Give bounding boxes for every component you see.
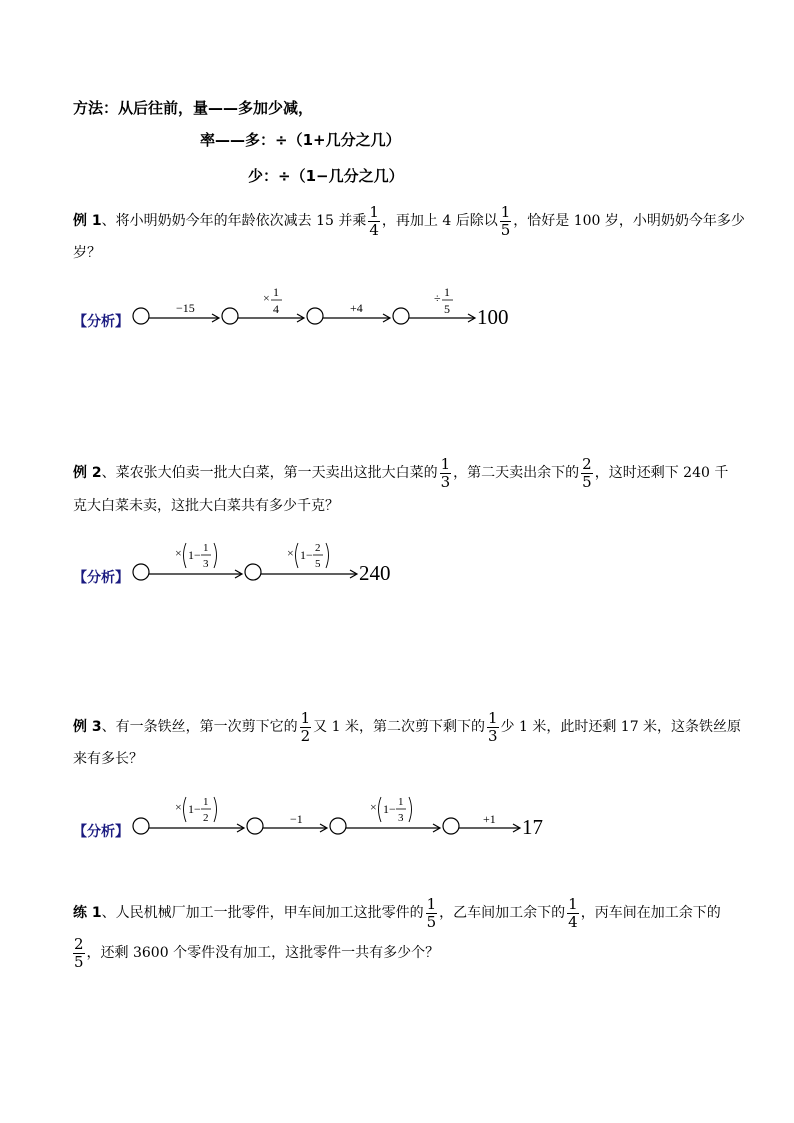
op-one-minus: 1− [300, 548, 313, 562]
op-plus-1: +1 [483, 812, 496, 826]
flow-result-3: 17 [522, 815, 543, 839]
flow-node [307, 308, 323, 324]
op-frac-num: 1 [203, 796, 209, 808]
op-frac-den: 2 [203, 812, 209, 824]
op-frac-den: 3 [398, 812, 404, 824]
method-line-1: 方法：从后往前，量——多加少减， [73, 99, 314, 117]
flow-node [133, 564, 149, 580]
practice-1-label: 练 1 [73, 905, 102, 921]
fraction: $\frac{2}{5}$ [74, 934, 84, 971]
op-one-minus: 1− [383, 802, 396, 816]
analysis-label-2: 【分析】 [73, 570, 129, 586]
example-3-line-2: 来有多长？ [73, 751, 143, 767]
op-minus-1: −1 [290, 812, 303, 826]
example-1-label: 例 1 [73, 213, 102, 229]
op-times: × [175, 800, 182, 814]
op-frac-num: 1 [203, 542, 209, 554]
op-frac-den: 3 [203, 558, 209, 570]
fraction: $\frac{1}{2}$ [300, 708, 311, 745]
flow-node [222, 308, 238, 324]
flow-node [443, 818, 459, 834]
op-frac-den: 5 [444, 302, 450, 316]
flow-1-nodes [133, 308, 409, 324]
op-one-minus: 1− [188, 802, 201, 816]
op-frac-num: 2 [315, 542, 321, 554]
example-1-line-2: 岁？ [73, 245, 101, 261]
op-times: × [370, 800, 377, 814]
flow-result-1: 100 [477, 305, 509, 329]
fraction: $\frac{2}{5}$ [582, 454, 592, 491]
op-frac-den: 4 [273, 302, 279, 316]
fraction: $\frac{1}{5}$ [426, 894, 437, 931]
op-times: × [287, 546, 294, 560]
example-2-line-2: 克大白菜未卖，这批大白菜共有多少千克？ [73, 498, 339, 514]
method-line-3: 少：÷（1−几分之几） [248, 167, 404, 185]
op-frac-num: 1 [444, 285, 450, 299]
example-1-text: 例 1、将小明奶奶今年的年龄依次减去 15 并乘 $\frac{1}{4}$ ，再加上 4 后除以 $\frac{1}{5}$ ，恰好是 100 岁，小明奶奶今年多少 [73, 202, 745, 239]
op-frac-num: 1 [273, 285, 279, 299]
method-line-2: 率——多：÷（1+几分之几） [200, 131, 401, 149]
flow-node [245, 564, 261, 580]
flow-result-2: 240 [359, 561, 391, 585]
op-minus-15: −15 [176, 301, 195, 315]
flow-node [133, 308, 149, 324]
flow-1-arrows [149, 314, 475, 322]
example-2-text: 例 2、菜农张大伯卖一批大白菜，第一天卖出这批大白菜的 $\frac{1}{3}$ ，第二天卖出余下的 $\frac{2}{5}$ ，这时还剩下 240 千 [73, 454, 729, 491]
op-one-minus: 1− [188, 548, 201, 562]
flow-node [330, 818, 346, 834]
op-frac-num: 1 [398, 796, 404, 808]
example-2-label: 例 2 [73, 465, 102, 481]
op-divide: ÷ [434, 291, 441, 305]
fraction: $\frac{1}{3}$ [487, 708, 498, 745]
practice-1-text: 练 1、人民机械厂加工一批零件，甲车间加工这批零件的 $\frac{1}{5}$ ，乙车间加工余下的 $\frac{1}{4}$ ，丙车间在加工余下的 [73, 894, 721, 931]
flow-node [247, 818, 263, 834]
analysis-label-3: 【分析】 [73, 824, 129, 840]
op-plus-4: +4 [350, 301, 363, 315]
flow-node [133, 818, 149, 834]
practice-1-line-2: $\frac{2}{5}$ ，还剩 3600 个零件没有加工，这批零件一共有多少个？ [74, 934, 440, 971]
op-times: × [263, 291, 270, 305]
fraction: $\frac{1}{5}$ [500, 202, 511, 239]
fraction: $\frac{1}{4}$ [568, 894, 578, 931]
op-frac-den: 5 [315, 558, 321, 570]
example-3-label: 例 3 [73, 719, 102, 735]
fraction: $\frac{1}{3}$ [440, 454, 451, 491]
flow-node [393, 308, 409, 324]
op-times: × [175, 546, 182, 560]
fraction: $\frac{1}{4}$ [369, 202, 379, 239]
example-3-text: 例 3、有一条铁丝，第一次剪下它的 $\frac{1}{2}$ 又 1 米，第二次剪下剩下的 $\frac{1}{3}$ 少 1 米，此时还剩 17 米，这条铁丝原 [73, 708, 742, 745]
analysis-label-1: 【分析】 [73, 314, 129, 330]
